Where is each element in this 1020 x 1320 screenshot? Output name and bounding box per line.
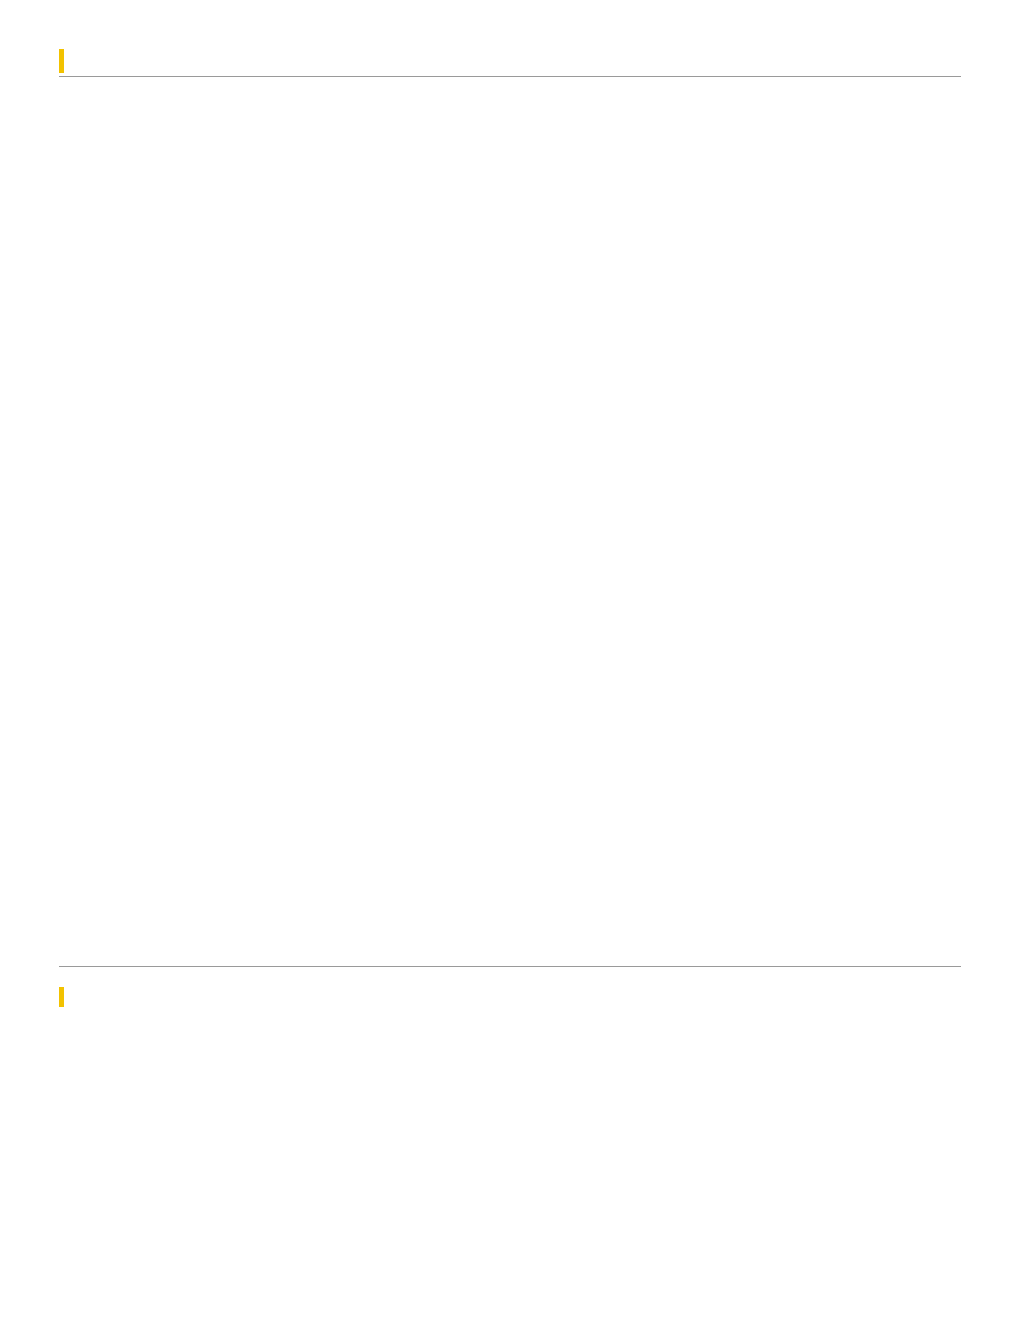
accent-bar-icon — [59, 49, 64, 73]
accent-bar-icon — [59, 987, 64, 1007]
page-title-block — [59, 46, 76, 76]
section-divider — [59, 966, 961, 967]
load-title-block — [59, 984, 72, 1010]
title-divider — [59, 76, 961, 77]
